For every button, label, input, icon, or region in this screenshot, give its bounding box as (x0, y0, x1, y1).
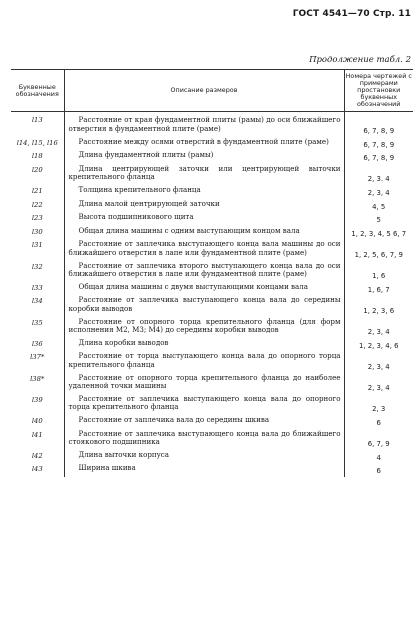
row-symbol: l39 (31, 395, 43, 404)
table-row (11, 295, 413, 316)
row-symbol: l14, l15, l16 (16, 138, 58, 147)
row-drawing-refs: 6 (344, 415, 413, 429)
table-row (11, 261, 413, 282)
table-row (11, 239, 413, 260)
table-body (11, 112, 413, 477)
row-drawing-refs: 2, 3, 4 (344, 185, 413, 199)
table-row (11, 429, 413, 450)
table-row (11, 351, 413, 372)
row-symbol: l20 (31, 165, 43, 174)
table-header-row (11, 70, 413, 112)
row-description: Толщина крепительного фланца (64, 185, 344, 199)
row-description: Длина коробки выводов (64, 338, 344, 352)
page-header: ГОСТ 4541—70 Стр. 11 (292, 9, 411, 19)
row-drawing-refs: 2, 3 (344, 394, 413, 415)
row-drawing-refs: 2, 3. 4 (344, 164, 413, 185)
row-description: Расстояние от опорного торца крепительного фланца (для форм исполнения M2, M3; M4) до середины коробки выводов (64, 317, 344, 338)
row-drawing-refs: 4 (344, 450, 413, 464)
row-drawing-refs: 1, 2, 5, 6, 7, 9 (344, 239, 413, 260)
row-description: Расстояние от заплечика второго выступающего конца вала до оси ближайшего отверстия в лапе или фундаментной плите (раме) (64, 261, 344, 282)
table-row (11, 394, 413, 415)
dimensions-table (11, 69, 413, 477)
row-description: Общая длина машины с одним выступающим концом вала (64, 226, 344, 240)
row-description: Общая длина машины с двумя выступающими концами вала (64, 282, 344, 296)
row-symbol: l30 (31, 227, 43, 236)
table-row (11, 150, 413, 164)
row-symbol: l13 (31, 116, 43, 125)
row-description: Расстояние от торца выступающего конца вала до опорного торца крепительного фланца (64, 351, 344, 372)
table-row (11, 373, 413, 394)
row-description: Высота подшипникового щита (64, 212, 344, 226)
row-drawing-refs: 2, 3, 4 (344, 351, 413, 372)
row-drawing-refs: 1, 6, 7 (344, 282, 413, 296)
header-symbol: Буквенные обозначения (11, 70, 64, 112)
row-symbol: l34 (31, 297, 43, 306)
row-description: Длина малой центрирующей заточки (64, 199, 344, 213)
row-drawing-refs: 6, 7, 9 (344, 429, 413, 450)
table-row (11, 226, 413, 240)
row-symbol: l40 (31, 416, 43, 425)
row-description: Расстояние от заплечика выступающего конца вала до ближайшего стоякового подшипника (64, 429, 344, 450)
row-drawing-refs: 2, 3, 4 (344, 317, 413, 338)
row-description: Расстояние от заплечика выступающего конца вала до опорного торца крепительного фланца (64, 394, 344, 415)
row-drawing-refs: 6, 7, 8, 9 (344, 112, 413, 137)
table-row (11, 463, 413, 477)
row-symbol: l22 (31, 200, 43, 209)
row-drawing-refs: 1, 6 (344, 261, 413, 282)
table-row (11, 338, 413, 352)
row-description: Расстояние от края фундаментной плиты (рамы) до оси ближайшего отверстия в фундаментной плите (раме) (64, 112, 344, 137)
row-description: Расстояние от заплечика вала до середины шкива (64, 415, 344, 429)
table-row (11, 199, 413, 213)
table-row (11, 450, 413, 464)
row-symbol: l32 (31, 262, 43, 271)
row-symbol: l36 (31, 339, 43, 348)
row-description: Расстояние от заплечика выступающего конца вала до середины коробки выводов (64, 295, 344, 316)
table-row (11, 185, 413, 199)
row-symbol: l41 (31, 430, 43, 439)
row-drawing-refs: 1, 2, 3, 6 (344, 295, 413, 316)
row-symbol: l38* (30, 374, 45, 383)
table-row (11, 317, 413, 338)
row-symbol: l21 (31, 187, 43, 196)
row-drawing-refs: 6, 7, 8, 9 (344, 137, 413, 151)
row-symbol: l18 (31, 152, 43, 161)
row-symbol: l43 (31, 465, 43, 474)
row-drawing-refs: 1, 2, 3, 4, 5 6, 7 (344, 226, 413, 240)
row-symbol: l33 (31, 283, 43, 292)
header-refs: Номера чертежей с примерами простановки буквенных обозначений (344, 70, 413, 112)
table-row (11, 212, 413, 226)
header-description: Описание размеров (64, 70, 344, 112)
row-drawing-refs: 6, 7, 8, 9 (344, 150, 413, 164)
row-drawing-refs: 2, 3, 4 (344, 373, 413, 394)
row-drawing-refs: 4, 5 (344, 199, 413, 213)
row-symbol: l37* (30, 353, 45, 362)
table-row (11, 164, 413, 185)
row-symbol: l31 (31, 241, 43, 250)
row-symbol: l42 (31, 451, 43, 460)
table-row (11, 112, 413, 137)
row-drawing-refs: 6 (344, 463, 413, 477)
row-description: Расстояние от опорного торца крепительного фланца до наиболее удаленной точки машины (64, 373, 344, 394)
row-description: Длина фундаментной плиты (рамы) (64, 150, 344, 164)
row-description: Ширина шкива (64, 463, 344, 477)
table-continuation-label: Продолжение табл. 2 (309, 55, 411, 65)
table-row (11, 282, 413, 296)
row-symbol: l35 (31, 318, 43, 327)
row-description: Расстояние между осями отверстий в фундаментной плите (раме) (64, 137, 344, 151)
row-symbol: l23 (31, 214, 43, 223)
row-description: Расстояние от заплечика выступающего конца вала машины до оси ближайшего отверстия в лапе или фундаментной плите (раме) (64, 239, 344, 260)
row-description: Длина выточки корпуса (64, 450, 344, 464)
table-row (11, 137, 413, 151)
row-drawing-refs: 5 (344, 212, 413, 226)
row-description: Длина центрирующей заточки или центрирующей выточки крепительного фланца (64, 164, 344, 185)
row-drawing-refs: 1, 2, 3, 4, 6 (344, 338, 413, 352)
table-row (11, 415, 413, 429)
